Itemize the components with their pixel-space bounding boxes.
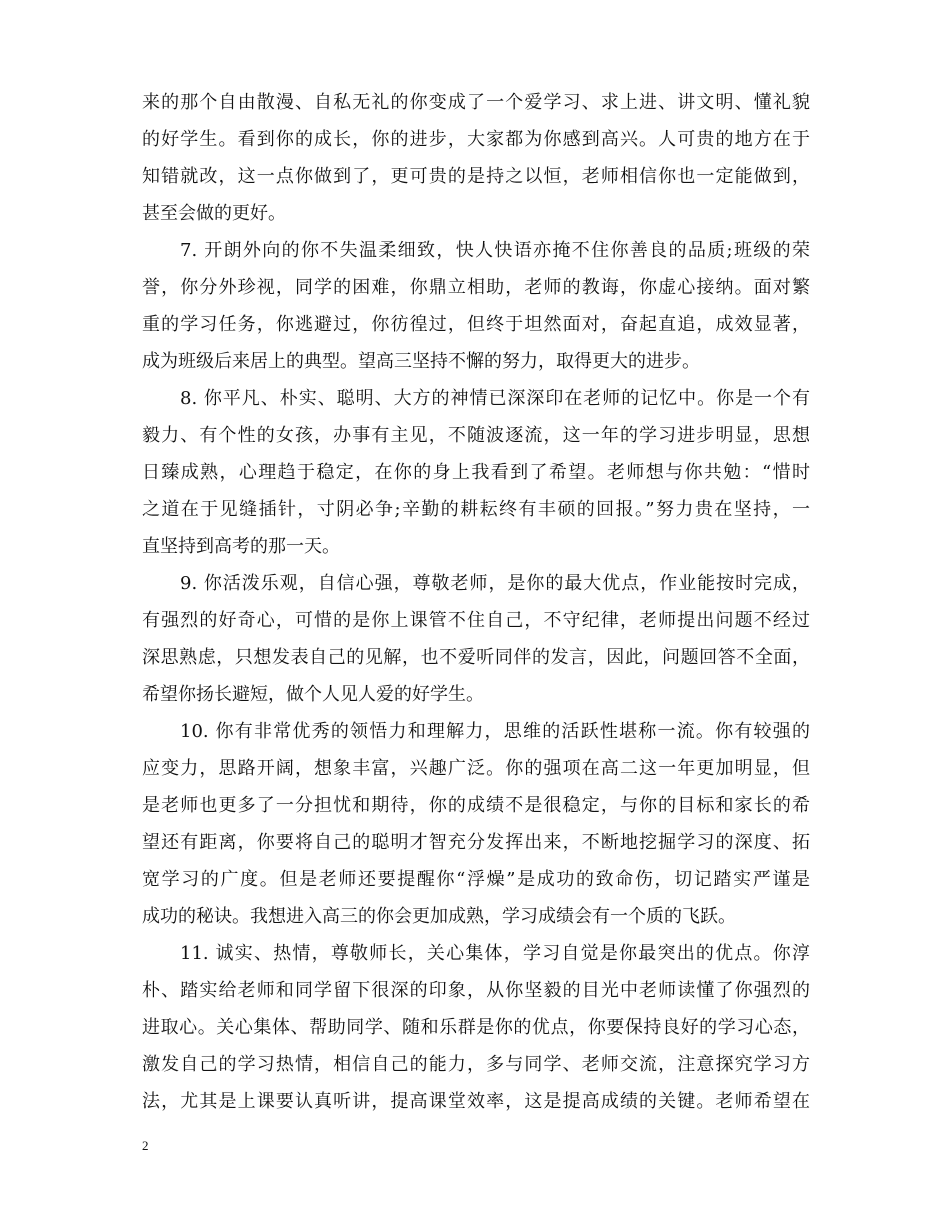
text-line: 有强烈的好奇心，可惜的是你上课管不住自己，不守纪律，老师提出问题不经过: [142, 610, 810, 631]
paragraph-item-11: [142, 935, 810, 1120]
text-line: 望还有距离，你要将自己的聪明才智充分发挥出来，不断地挖掘学习的深度、拓: [142, 832, 810, 853]
text-line: 毅力、有个性的女孩，办事有主见，不随波逐流，这一年的学习进步明显，思想: [142, 425, 810, 446]
text-line: 朴、踏实给老师和同学留下很深的印象，从你坚毅的目光中老师读懂了你强烈的: [142, 980, 810, 1001]
text-line: 激发自己的学习热情，相信自己的能力，多与同学、老师交流，注意探究学习方: [142, 1054, 810, 1075]
text-line: 甚至会做的更好。: [142, 203, 286, 224]
text-line: 10. 你有非常优秀的领悟力和理解力，思维的活跃性堪称一流。你有较强的: [180, 721, 810, 742]
text-line: 7. 开朗外向的你不失温柔细致，快人快语亦掩不住你善良的品质;班级的荣: [180, 240, 810, 261]
text-line: 是老师也更多了一分担忧和期待，你的成绩不是很稳定，与你的目标和家长的希: [142, 795, 810, 816]
text-line: 直坚持到高考的那一天。: [142, 536, 340, 557]
text-line: 法，尤其是上课要认真听讲，提高课堂效率，这是提高成绩的关键。老师希望在: [142, 1091, 810, 1112]
page-number: 2: [142, 1138, 149, 1153]
text-line: 希望你扬长避短，做个人见人爱的好学生。: [142, 684, 484, 705]
text-line: 8. 你平凡、朴实、聪明、大方的神情已深深印在老师的记忆中。你是一个有: [180, 388, 810, 409]
text-line: 知错就改，这一点你做到了，更可贵的是持之以恒，老师相信你也一定能做到，: [142, 166, 810, 187]
text-line: 深思熟虑，只想发表自己的见解，也不爱听同伴的发言，因此，问题回答不全面，: [142, 647, 810, 668]
paragraph-item-10: [142, 713, 810, 935]
paragraph-item-8: [142, 380, 810, 565]
text-line: 成功的秘诀。我想进入高三的你会更加成熟，学习成绩会有一个质的飞跃。: [142, 906, 736, 927]
text-line: 重的学习任务，你逃避过，你彷徨过，但终于坦然面对，奋起直追，成效显著，: [142, 314, 810, 335]
text-line: 应变力，思路开阔，想象丰富，兴趣广泛。你的强项在高二这一年更加明显，但: [142, 758, 810, 779]
text-line: 之道在于见缝插针，寸阴必争;辛勤的耕耘终有丰硕的回报。”努力贵在坚持，一: [142, 499, 810, 520]
text-line: 9. 你活泼乐观，自信心强，尊敬老师，是你的最大优点，作业能按时完成，: [180, 573, 810, 594]
document-body: [142, 84, 810, 1120]
paragraph-item-9: [142, 565, 810, 713]
text-line: 日臻成熟，心理趋于稳定，在你的身上我看到了希望。老师想与你共勉：“惜时: [142, 462, 810, 483]
paragraph-continued: [142, 84, 810, 232]
text-line: 来的那个自由散漫、自私无礼的你变成了一个爱学习、求上进、讲文明、懂礼貌: [142, 92, 810, 113]
text-line: 誉，你分外珍视，同学的困难，你鼎立相助，老师的教诲，你虚心接纳。面对繁: [142, 277, 810, 298]
text-line: 11. 诚实、热情，尊敬师长，关心集体，学习自觉是你最突出的优点。你淳: [180, 943, 810, 964]
text-line: 进取心。关心集体、帮助同学、随和乐群是你的优点，你要保持良好的学习心态，: [142, 1017, 810, 1038]
text-line: 的好学生。看到你的成长，你的进步，大家都为你感到高兴。人可贵的地方在于: [142, 129, 810, 150]
text-line: 宽学习的广度。但是老师还要提醒你“浮燥”是成功的致命伤，切记踏实严谨是: [142, 869, 810, 890]
paragraph-item-7: [142, 232, 810, 380]
text-line: 成为班级后来居上的典型。望高三坚持不懈的努力，取得更大的进步。: [142, 351, 700, 372]
